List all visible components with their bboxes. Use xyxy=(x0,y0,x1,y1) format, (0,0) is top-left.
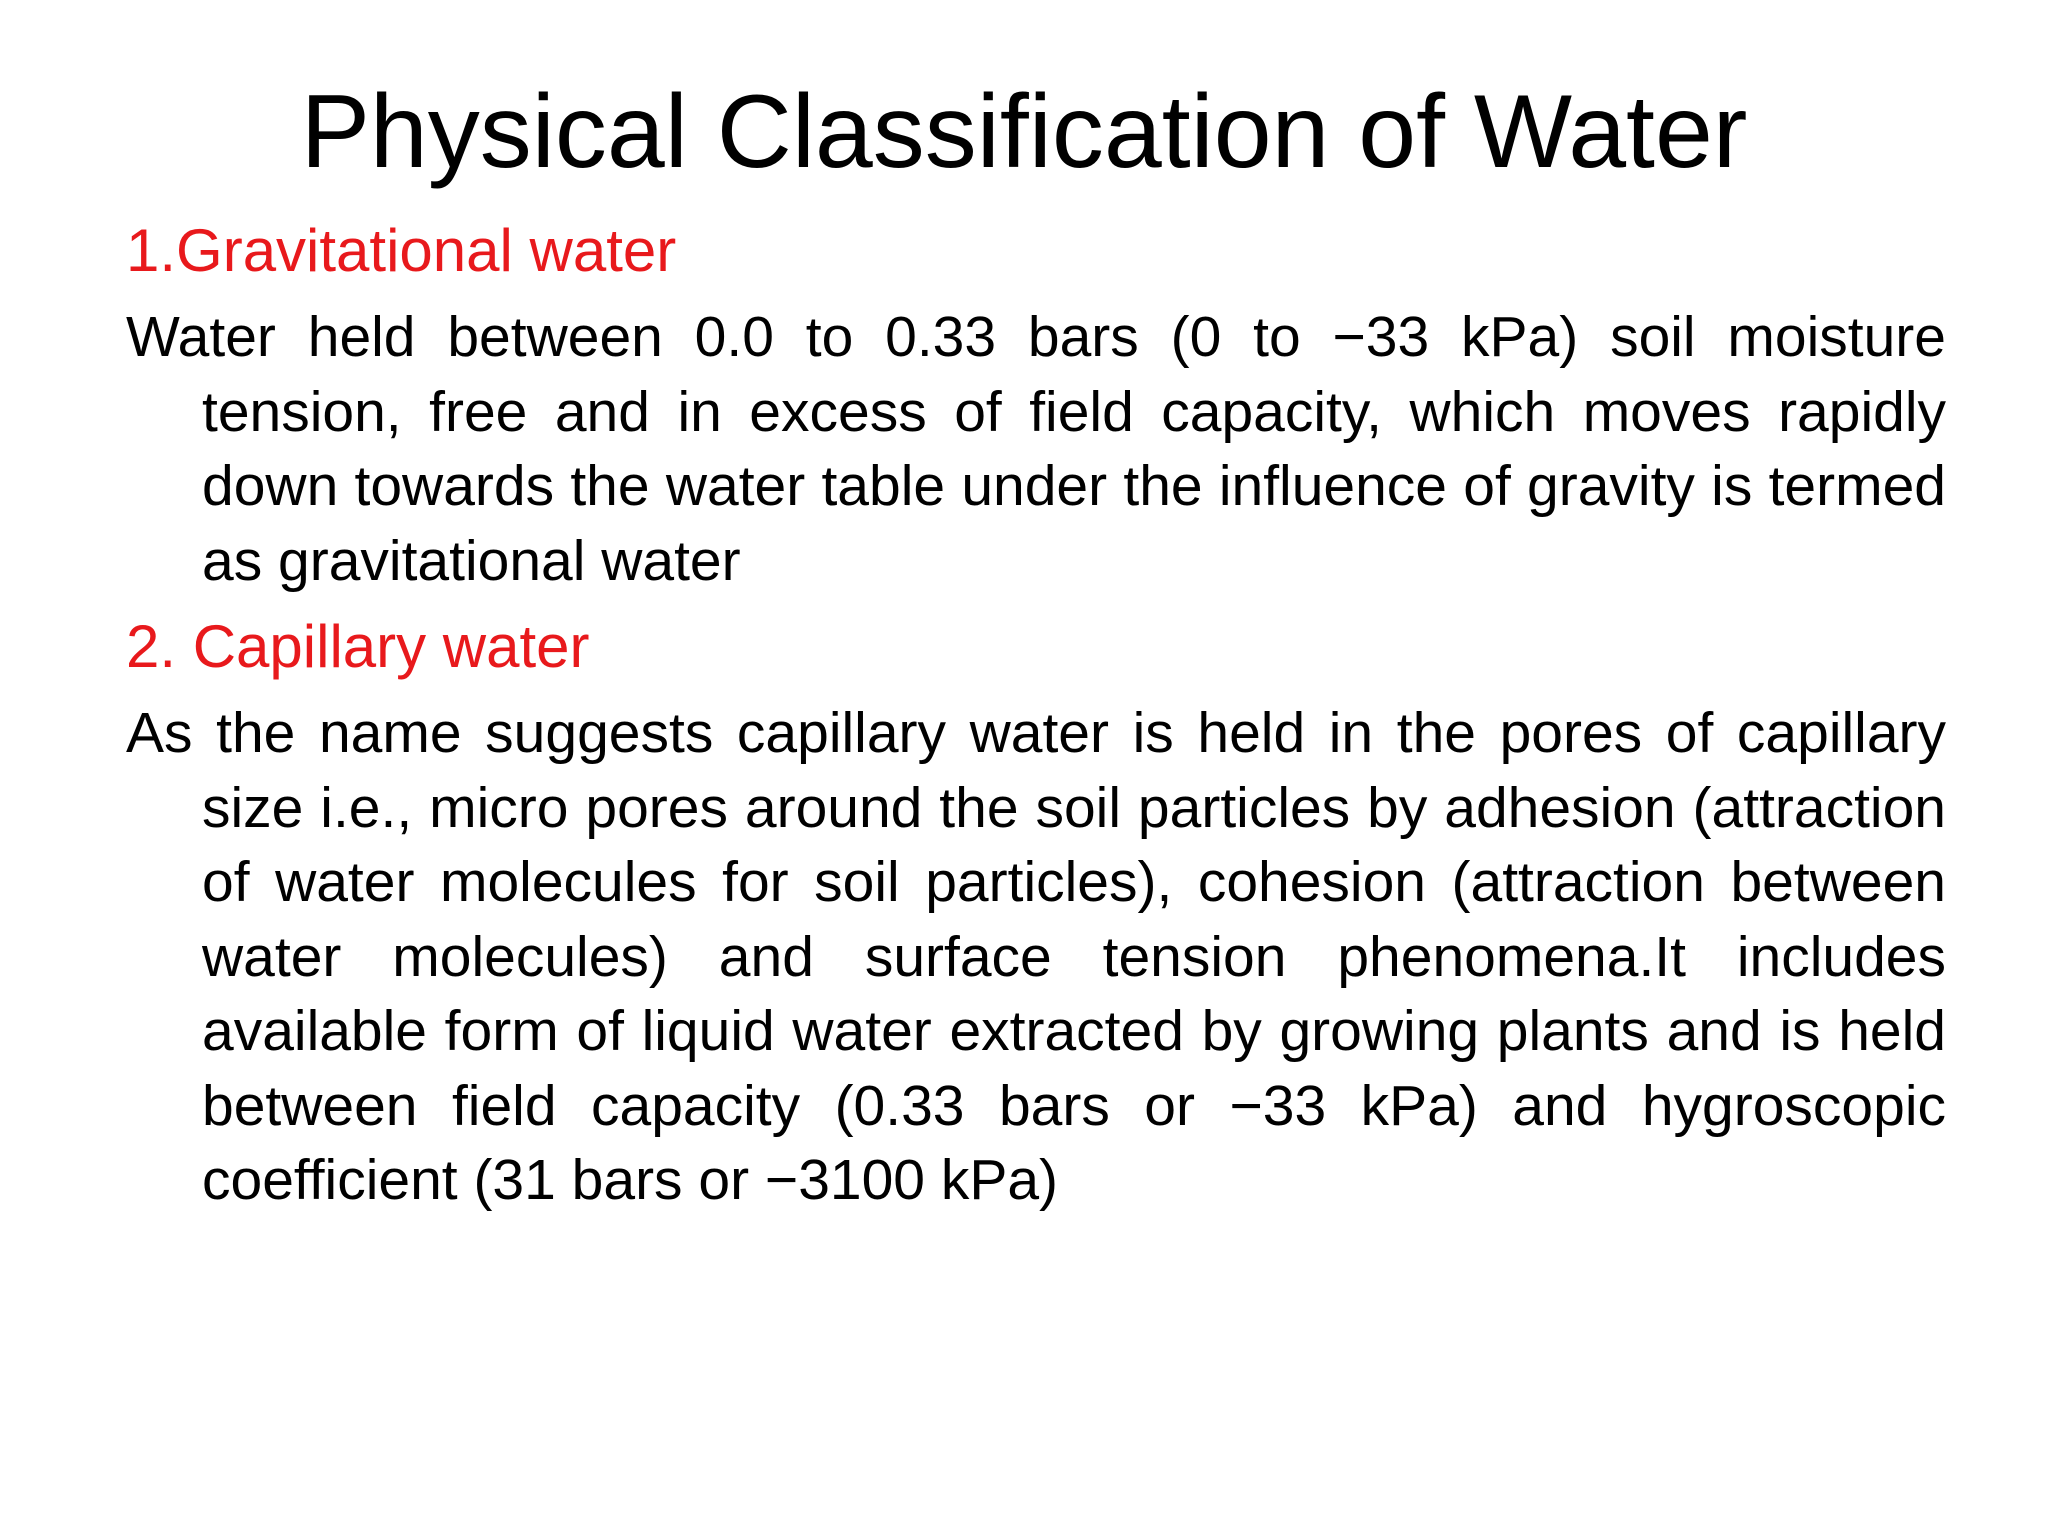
section-body-gravitational-water: Water held between 0.0 to 0.33 bars (0 to −33 kPa) soil moisture tension, free and in excess of field capacity, which moves rapidly down towards the water table under the influence of gravity is termed as gravitational water xyxy=(126,305,1946,593)
slide-title: Physical Classification of Water xyxy=(300,74,1748,190)
section-heading-capillary-water: 2. Capillary water xyxy=(126,613,590,680)
section-body-capillary-water: As the name suggests capillary water is held in the pores of capillary size i.e., micro pores around the soil particles by adhesion (attraction of water molecules for soil particles), cohesion (attraction between water molecules) and surface tension phenomena.It includes available form of liquid water extracted by growing plants and is held between field capacity (0.33 bars or −33 kPa) and hygroscopic coefficient (31 bars or −3100 kPa) xyxy=(126,701,1946,1212)
section-heading-gravitational-water: 1.Gravitational water xyxy=(126,217,677,284)
slide-content xyxy=(126,214,1946,1230)
